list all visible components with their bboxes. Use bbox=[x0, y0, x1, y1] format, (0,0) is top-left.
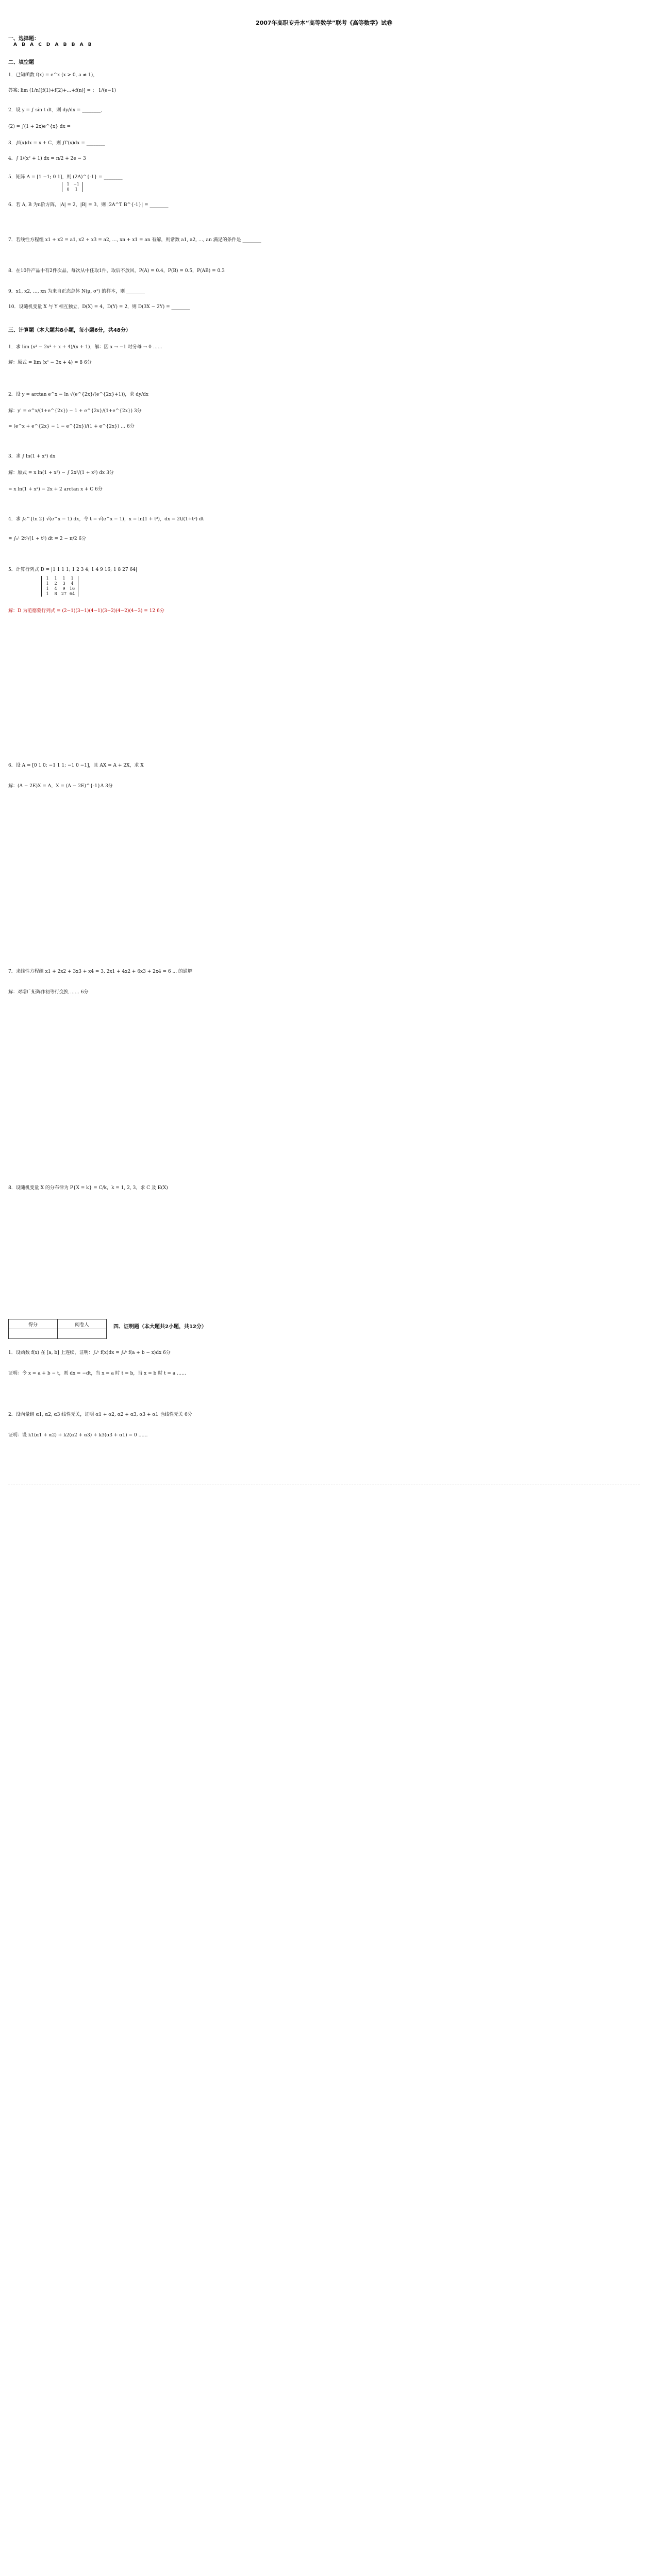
fill-line-10: 8．在10件产品中有2件次品，每次从中任取1件，取后不放回，P(A) = 0.4，P(B) = 0.5，P(AB) = 0.3 bbox=[8, 268, 225, 274]
fill-line-7-text: 5．矩阵 A = [1 −1; 0 1]，则 (2A)^{-1} = ________ bbox=[8, 175, 123, 180]
fill-line-9: 7．若线性方程组 x1 + x2 = a1, x2 + x3 = a2, …, xn + x1 = an 有解，则常数 a1, a2, …, an 满足的条件是 ________ bbox=[8, 238, 261, 243]
fill-line-6: 4．∫ 1/(x² + 1) dx = π/2 + 2e − 3 bbox=[8, 156, 86, 161]
calc-line-14: 解：(A − 2E)X = A，X = (A − 2E)^{-1}A 3分 bbox=[8, 784, 113, 789]
calc-line-1: 1．求 lim (x³ − 2x² + x + 4)/(x + 1)，解：因 x → −1 时分母 → 0 …… bbox=[8, 345, 162, 350]
calc-line-7: 解：原式 = x ln(1 + x²) − ∫ 2x²/(1 + x²) dx 3分 bbox=[8, 470, 114, 476]
fill-line-3: 2．设 y = ∫ sin t dt，则 dy/dx = ________， bbox=[8, 108, 106, 113]
calc-line-6: 3．求 ∫ ln(1 + x²) dx bbox=[8, 454, 56, 459]
grade-table bbox=[8, 1319, 107, 1339]
grade-table-grader-label: 阅卷人 bbox=[58, 1319, 107, 1329]
proof-line-2: 证明：令 x = a + b − t，则 dx = −dt，当 x = a 时 t = b，当 x = b 时 t = a …… bbox=[8, 1371, 187, 1376]
calc-line-8: = x ln(1 + x²) − 2x + 2 arctan x + C 6分 bbox=[8, 487, 103, 492]
fill-line-11: 9．x1, x2, …, xn 为来自正态总体 N(μ, σ²) 的样本，则 ________ bbox=[8, 289, 145, 294]
calc-line-9: 4．求 ∫₀^{ln 2} √(e^x − 1) dx，令 t = √(e^x − 1)，x = ln(1 + t²)，dx = 2t/(1+t²) dt bbox=[8, 517, 204, 522]
calc-line-15: 7．求线性方程组 x1 + 2x2 + 3x3 + x4 = 3, 2x1 + 4x2 + 6x3 + 2x4 = 6 ... 的通解 bbox=[8, 969, 192, 974]
calc-line-12: 解：D 为范德蒙行列式 = (2−1)(3−1)(4−1)(3−2)(4−2)(4−3) = 12 6分 bbox=[8, 608, 164, 614]
calc-line-2: 解：原式 = lim (x² − 3x + 4) = 8 6分 bbox=[8, 360, 92, 365]
grade-table-score-cell bbox=[9, 1329, 58, 1339]
matrix-a-bracket: 1 −1 0 1 bbox=[62, 182, 82, 192]
choice-answers: A B A C D A B B A B bbox=[13, 42, 93, 47]
calc-line-5: = (e^x + e^{2x} − 1 − e^{2x})/(1 + e^{2x}) … 6分 bbox=[8, 424, 135, 429]
calc-line-13: 6．设 A = [0 1 0; −1 1 1; −1 0 −1]，且 AX = A + 2X，求 X bbox=[8, 763, 144, 768]
grade-table-grader-cell bbox=[58, 1329, 107, 1339]
calc-line-11: 5．计算行列式 D = |1 1 1 1; 1 2 3 4; 1 4 9 16; 1 8 27 64| bbox=[8, 567, 137, 572]
calc-line-10: = ∫₀¹ 2t²/(1 + t²) dt = 2 − π/2 6分 bbox=[8, 536, 87, 541]
fill-line-4: (2) = ∫(1 + 2x)e^{x} dx = bbox=[8, 124, 71, 129]
calc-line-3: 2．设 y = arctan e^x − ln √(e^{2x}/(e^{2x}+1))，求 dy/dx bbox=[8, 392, 148, 397]
matrix-a bbox=[62, 181, 82, 192]
fill-line-1: 1．已知函数 f(x) = e^x (x > 0, a ≠ 1)， bbox=[8, 73, 98, 78]
proof-line-1: 1．设函数 f(x) 在 [a, b] 上连续，证明：∫ₐᵇ f(x)dx = ∫ₐᵇ f(a + b − x)dx 6分 bbox=[8, 1350, 171, 1355]
grade-table-score-label: 得分 bbox=[9, 1319, 58, 1329]
calc-line-17: 8．设随机变量 X 的分布律为 P{X = k} = C/k，k = 1, 2, 3，求 C 及 E(X) bbox=[8, 1185, 168, 1191]
matrix-d-bracket: 1 1 1 1 1 2 3 4 1 4 9 16 1 8 27 64 bbox=[41, 576, 78, 597]
section-fill-heading: 二、填空题 bbox=[8, 60, 34, 65]
fill-line-8: 6．若 A, B 为n阶方阵，|A| = 2，|B| = 3，则 |2A^T B^{-1}| = ________ bbox=[8, 202, 169, 208]
matrix-d bbox=[41, 576, 78, 597]
page-title: 2007年高职专升本“高等数学”联考《高等数学》试卷 bbox=[255, 20, 393, 26]
proof-line-4: 证明：设 k1(α1 + α2) + k2(α2 + α3) + k3(α3 + α1) = 0 …… bbox=[8, 1433, 148, 1438]
section-choice-heading: 一、选择题： bbox=[8, 36, 39, 42]
fill-line-12: 10．设随机变量 X 与 Y 相互独立，D(X) = 4，D(Y) = 2，则 D(3X − 2Y) = ________ bbox=[8, 304, 190, 310]
calc-line-4: 解：y' = e^x/(1+e^{2x}) − 1 + e^{2x}/(1+e^{2x}) 3分 bbox=[8, 409, 142, 414]
fill-line-5: 3．∫f(x)dx = x + C，则 ∫f'(x)dx = ________ bbox=[8, 141, 105, 146]
calc-line-16: 解：对增广矩阵作初等行变换 …… 6分 bbox=[8, 990, 89, 995]
section-calc-heading: 三、计算题（本大题共8小题，每小题6分，共48分） bbox=[8, 328, 131, 333]
fill-line-7 bbox=[8, 174, 640, 180]
section-proof-heading: 四、证明题（本大题共2小题，共12分） bbox=[113, 1324, 207, 1330]
proof-line-3: 2．设向量组 α1, α2, α3 线性无关，证明 α1 + α2, α2 + α3, α3 + α1 也线性无关 6分 bbox=[8, 1412, 192, 1417]
fill-line-2: 答案: lim (1/n)[f(1)+f(2)+…+f(n)] = ； 1/(e−1) bbox=[8, 88, 117, 93]
